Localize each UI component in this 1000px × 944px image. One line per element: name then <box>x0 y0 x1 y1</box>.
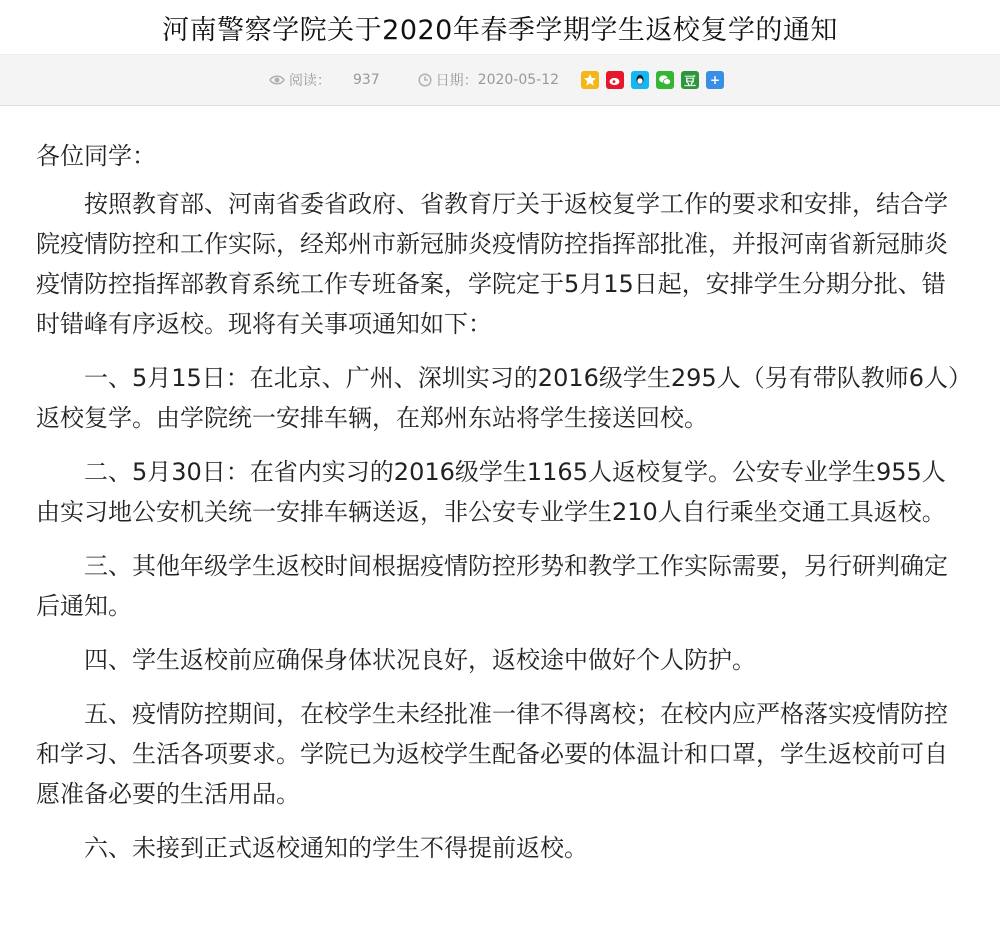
qzone-share-icon[interactable] <box>581 71 599 89</box>
greeting: 各位同学： <box>36 142 156 170</box>
publish-date <box>418 70 559 90</box>
douban-glyph: 豆 <box>684 73 697 88</box>
more-share-icon[interactable] <box>706 71 724 89</box>
wechat-share-icon[interactable] <box>656 71 674 89</box>
paragraph-item-4: 四、学生返校前应确保身体状况良好，返校途中做好个人防护。 <box>84 646 756 674</box>
douban-share-icon[interactable] <box>681 71 699 89</box>
views-counter <box>269 70 380 90</box>
paragraph-item-2: 二、5月30日：在省内实习的2016级学生1165人返校复学。公安专业学生955人由实习地公安机关统一安排车辆送返，非公安专业学生210人自行乘坐交通工具返校。 <box>36 458 946 526</box>
article-meta-bar <box>0 54 1000 106</box>
share-bar <box>581 71 731 89</box>
paragraph-intro: 按照教育部、河南省委省政府、省教育厅关于返校复学工作的要求和安排，结合学院疫情防控和工作实际，经郑州市新冠肺炎疫情防控指挥部批准，并报河南省新冠肺炎疫情防控指挥部教育系统工作专班备案，学院定于5月15日起，安排学生分期分批、错时错峰有序返校。现将有关事项通知如下： <box>36 190 948 338</box>
paragraph-item-6: 六、未接到正式返校通知的学生不得提前返校。 <box>84 834 588 862</box>
views-label: 阅读： <box>288 73 331 89</box>
article-body <box>0 106 1000 868</box>
page-title: 河南警察学院关于2020年春季学期学生返校复学的通知 <box>162 14 838 46</box>
article-header <box>0 0 1000 54</box>
more-glyph: + <box>710 73 721 87</box>
clock-icon <box>418 73 432 87</box>
date-value: 2020-05-12 <box>477 72 560 88</box>
qq-share-icon[interactable] <box>631 71 649 89</box>
paragraph-item-5: 五、疫情防控期间，在校学生未经批准一律不得离校；在校内应严格落实疫情防控和学习、生活各项要求。学院已为返校学生配备必要的体温计和口罩，学生返校前可自愿准备必要的生活用品。 <box>36 700 948 808</box>
paragraph-item-1: 一、5月15日：在北京、广州、深圳实习的2016级学生295人（另有带队教师6人）返校复学。由学院统一安排车辆，在郑州东站将学生接送回校。 <box>36 364 960 432</box>
date-label: 日期： <box>435 73 478 89</box>
weibo-share-icon[interactable] <box>606 71 624 89</box>
eye-icon <box>269 74 285 86</box>
views-count: 937 <box>352 72 380 88</box>
paragraph-item-3: 三、其他年级学生返校时间根据疫情防控形势和教学工作实际需要，另行研判确定后通知。 <box>36 552 948 620</box>
